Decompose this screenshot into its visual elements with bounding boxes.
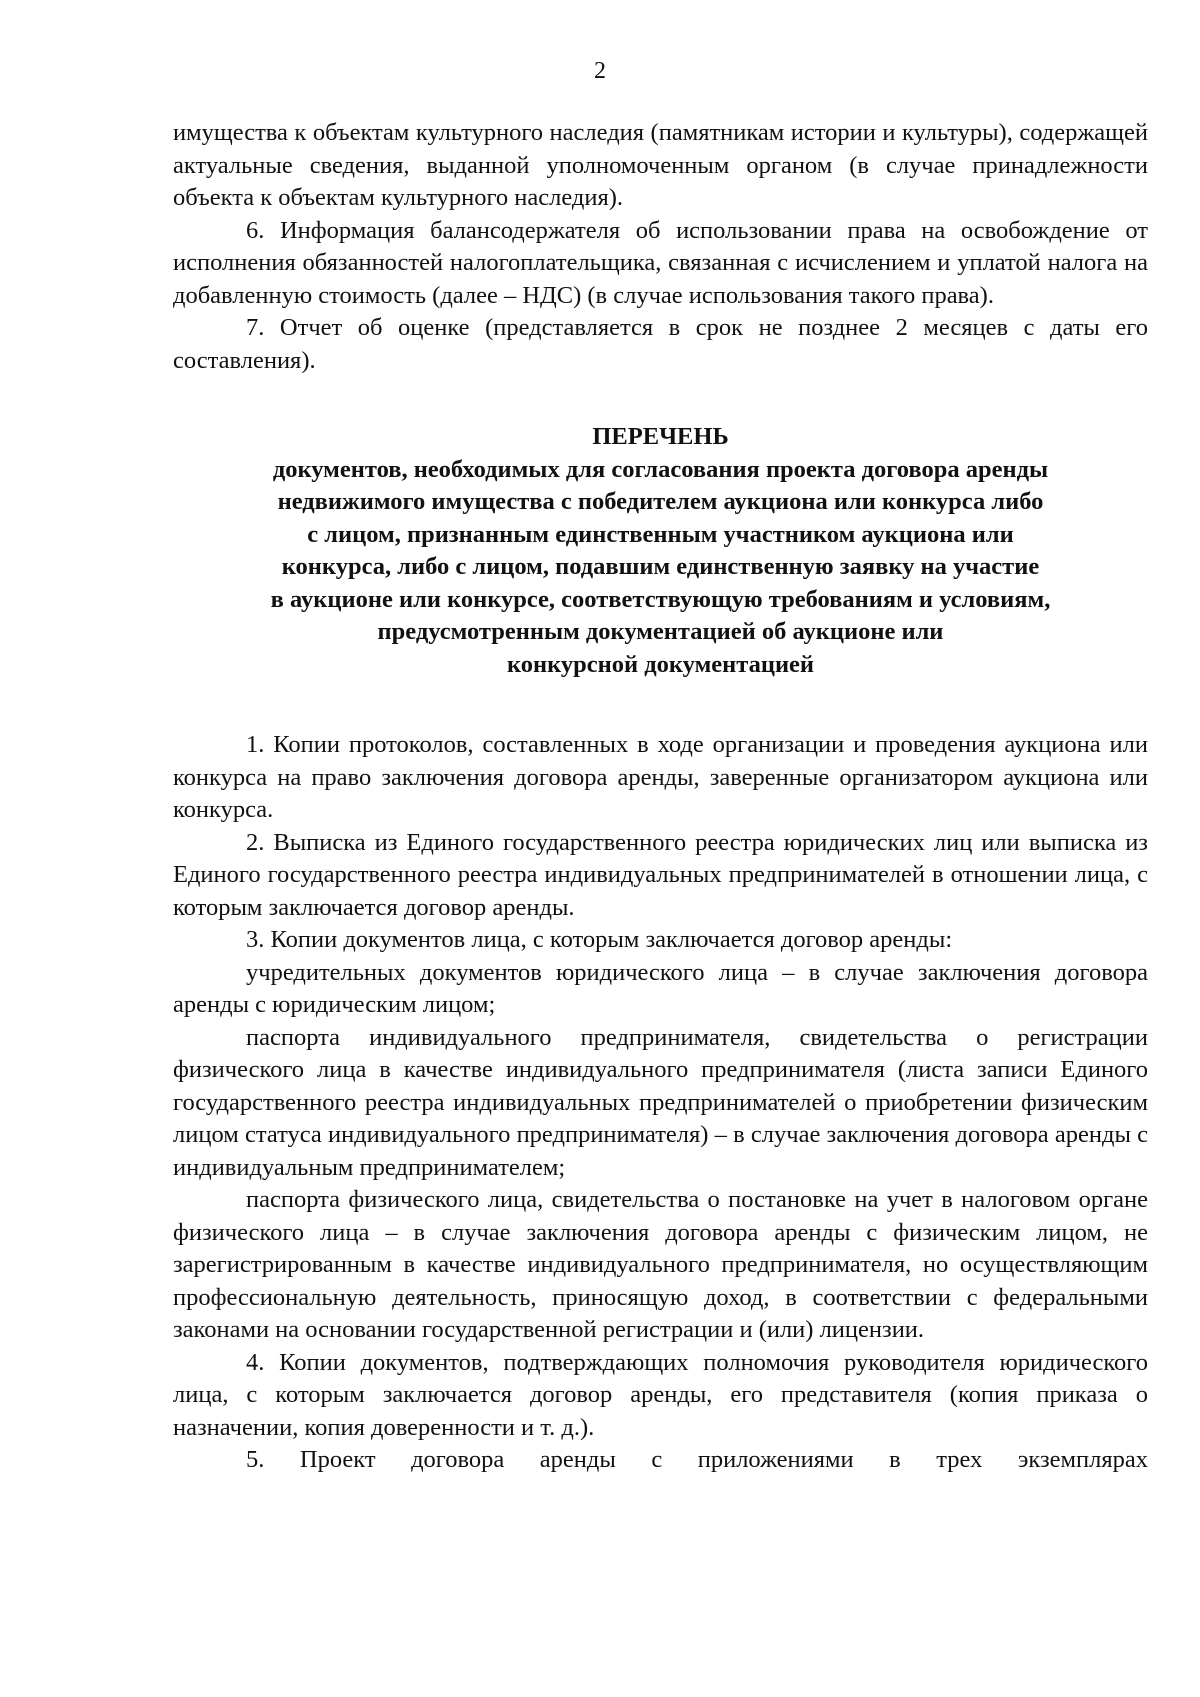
list-item-3: 3. Копии документов лица, с которым заключается договор аренды: [246,926,953,953]
document-list [173,729,1148,1477]
list-item-1: 1. Копии протоколов, составленных в ходе организации и проведения аукциона или конкурса на право заключения договора аренды, заверенные организатором аукциона или конкурса. [173,731,1148,823]
heading-subtitle-line: конкурса, либо с лицом, подавшим единственную заявку на участие [281,553,1040,580]
heading-subtitle-line: конкурсной документацией [506,650,815,678]
list-item-4: 4. Копии документов, подтверждающих полномочия руководителя юридического лица, с которым заключается договор аренды, его представителя (копия приказа о назначении, копия доверенности и т. д.). [173,1348,1148,1441]
heading-subtitle-line: документов, необходимых для согласования проекта договора аренды [272,455,1049,483]
list-item-5: 5. Проект договора аренды с приложениями в трех экземплярах [246,1446,1148,1473]
document-body [173,117,1148,1477]
intro-paragraph-6: 6. Информация балансодержателя об использовании права на освобождение от исполнения обязанностей налогоплательщика, связанная с исчислением и уплатой налога на добавленную стоимость (далее – НДС) (в случае использования такого права). [173,216,1148,309]
page-number: 2 [594,58,606,84]
heading-subtitle-line: в аукционе или конкурсе, соответствующую требованиям и условиям, [270,585,1051,613]
intro-paragraph-continuation: имущества к объектам культурного наследия (памятникам истории и культуры), содержащей актуальные сведения, выданной уполномоченным органом (в случае принадлежности объекта к объектам культурного наследия). [173,119,1148,211]
intro-paragraph-7: 7. Отчет об оценке (представляется в срок не позднее 2 месяцев с даты его составления). [173,314,1148,374]
list-item-3-entrepreneur: паспорта индивидуального предпринимателя, свидетельства о регистрации физического лица в качестве индивидуального предпринимателя (листа записи Единого государственного реестра индивидуальных предпринимателей о приобретении физическим лицом статуса индивидуального предпринимателя) – в случае заключения договора аренды с индивидуальным предпринимателем; [173,1023,1148,1181]
heading-subtitle-line: недвижимого имущества с победителем аукциона или конкурса либо [277,488,1044,515]
document-heading [173,421,1148,681]
list-item-3-legal-entity: учредительных документов юридического лица – в случае заключения договора аренды с юридическим лицом; [173,958,1148,1018]
list-item-2: 2. Выписка из Единого государственного реестра юридических лиц или выписка из Единого государственного реестра индивидуальных предпринимателей в отношении лица, с которым заключается договор аренды. [173,828,1148,921]
heading-subtitle-line: с лицом, признанным единственным участником аукциона или [307,520,1014,548]
list-item-3-individual: паспорта физического лица, свидетельства о постановке на учет в налоговом органе физического лица – в случае заключения договора аренды с физическим лицом, не зарегистрированным в качестве индивидуального предпринимателя, но осуществляющим профессиональную деятельность, приносящую доход, в соответствии с федеральными законами на основании государственной регистрации и (или) лицензии. [173,1186,1148,1343]
heading-title: ПЕРЕЧЕНЬ [592,423,729,450]
heading-subtitle-line: предусмотренным документацией об аукционе или [377,618,944,645]
